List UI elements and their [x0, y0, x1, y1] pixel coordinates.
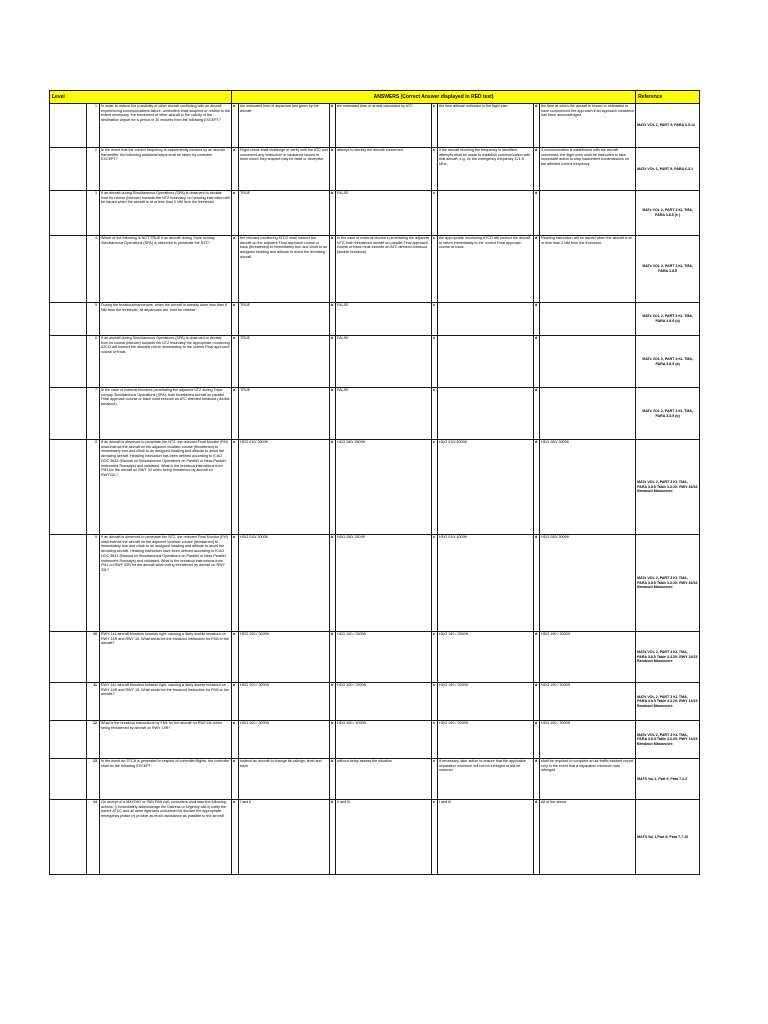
option-b-letter: b [330, 721, 336, 759]
option-b-letter: b [330, 191, 336, 236]
option-c-text: HDG 010/ 4000ft [438, 535, 534, 632]
option-c-text: the appropriate monitoring ATCO will instruct the aircraft to return immediately to the correct Final approach course or track. [438, 236, 534, 303]
option-b-letter: b [330, 632, 336, 683]
option-a-letter: a [232, 440, 239, 535]
option-a-letter: a [232, 336, 239, 388]
option-a-text: Flight crews shall challenge or verify with the ATC unit concerned any instruction or clearance issued to them which they suspect may be false or deceptive. [239, 148, 330, 191]
level-cell [50, 336, 87, 388]
option-a-letter: a [232, 191, 239, 236]
question-row [50, 721, 700, 759]
reference-cell: MATs VOL 2, PART 3 KL TMA, PARA 3.8.6 (d) [636, 303, 700, 336]
level-header: Level [50, 91, 232, 104]
option-d-letter: d [534, 236, 540, 303]
option-d-letter: d [534, 683, 540, 721]
option-c-letter: c [432, 800, 438, 875]
level-cell [50, 236, 87, 303]
option-b-text: FALSE [336, 191, 432, 236]
level-cell [50, 800, 87, 875]
level-cell [50, 191, 87, 236]
option-c-text: if necessary, take action to ensure that the applicable separation minimum will not be infringed or will be restored [438, 759, 534, 800]
option-d-text [540, 191, 636, 236]
reference-header: Reference [636, 91, 700, 104]
option-b-letter: b [330, 683, 336, 721]
reference-cell: MATs VOL 2, PART 3 KL TMA, PARA 3.8.5 (a) [636, 336, 700, 388]
option-b-letter: b [330, 303, 336, 336]
option-d-text [540, 388, 636, 440]
option-b-letter: b [330, 104, 336, 148]
option-c-letter: c [432, 191, 438, 236]
level-cell [50, 721, 87, 759]
level-cell [50, 440, 87, 535]
question-text: RWY 14L aircraft blunders towards right, causing a likely double breakout on RWY 14R and RWY 15. What would be the breakout instruction for FM3 to the aircraft? [100, 632, 232, 683]
question-row [50, 148, 700, 191]
option-b-letter: b [330, 440, 336, 535]
option-b-text: the estimated time of arrival calculated by ATC [336, 104, 432, 148]
option-c-letter: c [432, 236, 438, 303]
question-row [50, 440, 700, 535]
question-text: During the breakout/manoeuvre, when the aircraft is already done less than 6 NM from the threshold, all departures are 'hold for release'. [100, 303, 232, 336]
option-c-text: HDG 190 / 2500ft [438, 683, 534, 721]
option-c-letter: c [432, 388, 438, 440]
option-c-text [438, 303, 534, 336]
question-bank-table [49, 90, 700, 875]
question-number: 14 [87, 800, 100, 875]
question-number: 5 [87, 303, 100, 336]
option-a-letter: a [232, 388, 239, 440]
option-c-letter: c [432, 303, 438, 336]
question-number: 13 [87, 759, 100, 800]
reference-cell: MATS Vol 1,Part 9, Para 7.7.10 [636, 800, 700, 875]
option-a-letter: a [232, 800, 239, 875]
option-d-text: Heading instruction will be issued when the aircraft is at or less than 2 NM from the threshold. [540, 236, 636, 303]
reference-cell: MATs VOL 2, PART 3 KL TMA, PARA 3.8.5 Table 3.3.20: RWY 14/15 Breakout Manoeuvre [636, 683, 700, 721]
level-cell [50, 148, 87, 191]
option-c-letter: c [432, 104, 438, 148]
option-a-letter: a [232, 632, 239, 683]
option-b-letter: b [330, 148, 336, 191]
option-d-text: shall be required to complete an air traffic incident report only in the event that a separation minimum was infringed. [540, 759, 636, 800]
option-a-text: the estimated time of departure last given by the aircraft [239, 104, 330, 148]
option-c-text: if the aircraft blocking the frequency is identified, attempts shall be made to establish communication with that aircraft, e.g. on the emergency frequency 121.5 MHz, [438, 148, 534, 191]
option-d-letter: d [534, 336, 540, 388]
question-number: 11 [87, 683, 100, 721]
option-b-text: without delay assess the situation [336, 759, 432, 800]
option-c-letter: c [432, 440, 438, 535]
option-b-text: In the case of external blunders penetrating the adjacent NTZ, both threatened aircraft on parallel Final approach course or track must execute an ATC directed breakout (double breakout). [336, 236, 432, 303]
question-text: Which of the following is NOT TRUE if an aircraft during Triple runway Simultaneous Operations (SPA) is observed to penetrate the NTZ? [100, 236, 232, 303]
option-d-letter: d [534, 440, 540, 535]
question-number: 9 [87, 535, 100, 632]
question-row [50, 104, 700, 148]
reference-cell: MATs VOL 1, PART 9, PARA 6.5.12 [636, 104, 700, 148]
option-d-text: HDG 190 / 3000ft [540, 721, 636, 759]
option-d-text [540, 336, 636, 388]
question-text: On receipt of a MAYDAY or PAN PAN call, controllers shall take the following actions: i) immediately acknowledge the Distress or Urgency call ii) notify the parent ATCC and all other agencies concerned iii) declare the appropriate emergency phase iv) provide as much assistance as possible to the aircraft [100, 800, 232, 875]
option-d-letter: d [534, 148, 540, 191]
option-b-text: FALSE [336, 388, 432, 440]
option-a-text: HDG 010/ 3000ft [239, 535, 330, 632]
option-c-text: HDG 010/ 4000ft [438, 440, 534, 535]
option-a-text: HDG 010/ 3000ft [239, 440, 330, 535]
option-c-letter: c [432, 721, 438, 759]
option-a-text: HDG 100 / 3000ft [239, 632, 330, 683]
option-c-letter: c [432, 759, 438, 800]
option-c-letter: c [432, 336, 438, 388]
option-a-text: TRUE [239, 336, 330, 388]
option-d-text: HDG 190 / 3000ft [540, 632, 636, 683]
reference-cell: MATs VOL 2, PART 3 KL TMA, PARA 3.8.5 Table 3.3.20: RWY 14/15 Breakout Manoeuvre [636, 721, 700, 759]
level-cell [50, 104, 87, 148]
option-b-letter: b [330, 388, 336, 440]
option-a-text: HDG 100 / 3000ft [239, 683, 330, 721]
question-number: 6 [87, 336, 100, 388]
option-c-letter: c [432, 683, 438, 721]
question-text: If an aircraft during Simultaneous Operations (SPA) is observed to deviate from its course (blunder) towards the NTZ boundary, no heading instruction will be issued when the aircraft is at or less than 2 NM from the threshold. [100, 191, 232, 236]
level-cell [50, 303, 87, 336]
option-d-letter: d [534, 388, 540, 440]
option-a-text: TRUE [239, 388, 330, 440]
question-number: 3 [87, 191, 100, 236]
question-row [50, 632, 700, 683]
option-b-letter: b [330, 236, 336, 303]
option-c-letter: c [432, 535, 438, 632]
option-d-text: HDG 280/ 3000ft [540, 440, 636, 535]
question-row [50, 303, 700, 336]
option-d-text: if communication is established with the aircraft concerned, the flight crew shall be instructed to take immediate action to stop inadvertent transmissions on the affected control frequency [540, 148, 636, 191]
option-b-text: FALSE [336, 336, 432, 388]
option-b-text: FALSE [336, 303, 432, 336]
question-row [50, 236, 700, 303]
option-c-text [438, 191, 534, 236]
question-number: 7 [87, 388, 100, 440]
question-row [50, 191, 700, 236]
question-text: What is the breakout instructions by FM1 for the aircraft on RWY14L when being threatened by aircraft on RWY 14R? [100, 721, 232, 759]
question-number: 10 [87, 632, 100, 683]
option-d-text: HDG 280/ 3000ft [540, 535, 636, 632]
option-d-text [540, 303, 636, 336]
option-c-text: the time altitude indicated in the flight plan [438, 104, 534, 148]
question-text: In order to reduce the possibility of other aircraft conflicting with an aircraft experiencing communications failure, controllers shall suspend or restrict to the extent necessary, the movement of other aircraft in the vicinity of the destination airport for a period of 30 minutes from the following EXCEPT? [100, 104, 232, 148]
option-d-letter: d [534, 721, 540, 759]
question-text: RWY 14L aircraft blunders towards right, causing a likely double breakout on RWY 14R and RWY 15. What would be the breakout instruction for FM3 to the aircraft? [100, 683, 232, 721]
option-a-text: TRUE [239, 303, 330, 336]
option-d-letter: d [534, 303, 540, 336]
question-row [50, 388, 700, 440]
reference-cell: MATs VOL 2, PART 3 KL TMA, PARA 3.8.5 (b) [636, 388, 700, 440]
option-a-letter: a [232, 683, 239, 721]
option-b-text: HDG 280/ 2500ft [336, 535, 432, 632]
question-row [50, 800, 700, 875]
option-a-letter: a [232, 148, 239, 191]
option-a-letter: a [232, 759, 239, 800]
question-number: 12 [87, 721, 100, 759]
option-a-text: TRUE [239, 191, 330, 236]
reference-cell: MATS Vol 1, Part 9, Para 7.2.3 [636, 759, 700, 800]
option-b-text: HDG 100 / 2500ft [336, 683, 432, 721]
option-c-text [438, 336, 534, 388]
option-b-letter: b [330, 800, 336, 875]
answers-header: ANSWERS (Correct Answer displayed in RED text) [232, 91, 636, 104]
option-b-letter: b [330, 336, 336, 388]
question-text: In the event that the control frequency is inadvertently blocked by an aircraft transmitter, the following additional steps shall be taken by controller EXCEPT? [100, 148, 232, 191]
option-a-text: Instruct an aircraft to change its callsign, level and track [239, 759, 330, 800]
option-a-letter: a [232, 104, 239, 148]
option-a-letter: a [232, 535, 239, 632]
level-cell [50, 683, 87, 721]
reference-cell: MATs VOL 2, PART 3 KL TMA, PARA 3.8.5 Table 3.3.20: RWY 32/33 Breakout Manoeuvre [636, 535, 700, 632]
option-b-text: II and III [336, 800, 432, 875]
option-b-text: HDG 280/ 2500ft [336, 440, 432, 535]
option-d-letter: d [534, 759, 540, 800]
header-row [50, 91, 700, 104]
question-text: In the event an STCA is generated in respect of controlled flights, the controller shall do the following EXCEPT: [100, 759, 232, 800]
option-d-letter: d [534, 800, 540, 875]
question-number: 2 [87, 148, 100, 191]
option-a-text: HDG 100 / 3000ft [239, 721, 330, 759]
question-number: 1 [87, 104, 100, 148]
question-number: 4 [87, 236, 100, 303]
question-text: If an aircraft during Simultaneous Operations (SPA) is observed to deviate from its course (blunder) towards the NTZ boundary the appropriate monitoring ATCO will instruct the aircrafts return immediately to the correct Final approach course or track. [100, 336, 232, 388]
option-d-letter: d [534, 535, 540, 632]
option-b-letter: b [330, 759, 336, 800]
question-row [50, 683, 700, 721]
option-c-text: I and III [438, 800, 534, 875]
level-cell [50, 759, 87, 800]
option-a-letter: a [232, 303, 239, 336]
option-b-text: attempt to identify the aircraft concerned [336, 148, 432, 191]
reference-cell: MATs VOL 2, PART 3 KL TMA, PARA 3.8.5 Table 3.3.20: RWY 32/33 Breakout Manoeuvre [636, 440, 700, 535]
option-a-text: the relevant monitoring ATCO shall instruct the aircraft on the adjacent Final approach course or track (threatened) to immediately turn and climb to an assigned heading and altitude to avoid the deviating aircraft [239, 236, 330, 303]
option-d-letter: d [534, 104, 540, 148]
option-c-text [438, 388, 534, 440]
reference-cell: MATs VOL 2, PART 3 KL TMA, PARA 3.8.5 [636, 236, 700, 303]
option-d-text: All of the above [540, 800, 636, 875]
question-text: If an aircraft is observed to penetrate the NTZ, the relevant Final Monitor (FM) shall instruct the aircraft on the adjacent localizer course (threatened) to immediately turn and climb to an assigned heading and altitude to avoid the deviating aircraft. Heading instruction have been defined according to ICAO DOC 9643 (Manual on Simultaneous Operations on Parallel or Near-Parallel Instrument Runways) and validated. What is the breakout instructions from FM1 on RWY 32R for the aircraft when being threatened by aircraft on RWY 33L? [100, 535, 232, 632]
question-row [50, 535, 700, 632]
option-d-text: the time at which the aircraft is known or estimated to have commenced the approach if an approach clearance has been acknowledged. [540, 104, 636, 148]
option-a-letter: a [232, 721, 239, 759]
question-text: If an aircraft is observed to penetrate the NTZ, the relevant Final Monitor (FM) shall instruct the aircraft on the adjacent localizer course (threatened) to immediately turn and climb to an assigned heading and altitude to avoid the deviating aircraft. Heading instruction has been defined according to ICAO DOC 9643 (Manual on Simultaneous Operations on Parallel or Near-Parallel Instrument Runways) and validated. What is the breakout instructions from FM3 for the aircraft on RWY 33 when being threatened by aircraft on RWY32L? [100, 440, 232, 535]
level-cell [50, 388, 87, 440]
option-c-letter: c [432, 632, 438, 683]
reference-cell: MATs VOL 2, PART 3 KL TMA, PARA 3.8.5 (e ) [636, 191, 700, 236]
option-c-text: HDG 190 / 2500ft [438, 721, 534, 759]
reference-cell: MATs VOL 1, PART 9, PARA 6.3.1 [636, 148, 700, 191]
option-c-text: HDG 190 / 2500ft [438, 632, 534, 683]
option-a-letter: a [232, 236, 239, 303]
reference-cell: MATs VOL 2, PART 3 KL TMA, PARA 3.8.5 Table 3.3.20: RWY 14/15 Breakout Manoeuvre [636, 632, 700, 683]
option-d-letter: d [534, 632, 540, 683]
level-cell [50, 632, 87, 683]
question-number: 8 [87, 440, 100, 535]
question-row [50, 336, 700, 388]
option-a-text: I and II [239, 800, 330, 875]
option-b-text: HDG 100 / 2500ft [336, 632, 432, 683]
option-d-letter: d [534, 191, 540, 236]
option-c-letter: c [432, 148, 438, 191]
question-text: In the case of external blunders penetrating the adjacent NTZ during Triple runway Simultaneous Operations (SPA), both threatened aircraft on parallel Final approach course or track must execute an ATC directed breakout (double breakout). [100, 388, 232, 440]
option-b-letter: b [330, 535, 336, 632]
question-row [50, 759, 700, 800]
option-d-text: HDG 190 / 3000ft [540, 683, 636, 721]
level-cell [50, 535, 87, 632]
option-b-text: HDG 100 / 4000ft [336, 721, 432, 759]
